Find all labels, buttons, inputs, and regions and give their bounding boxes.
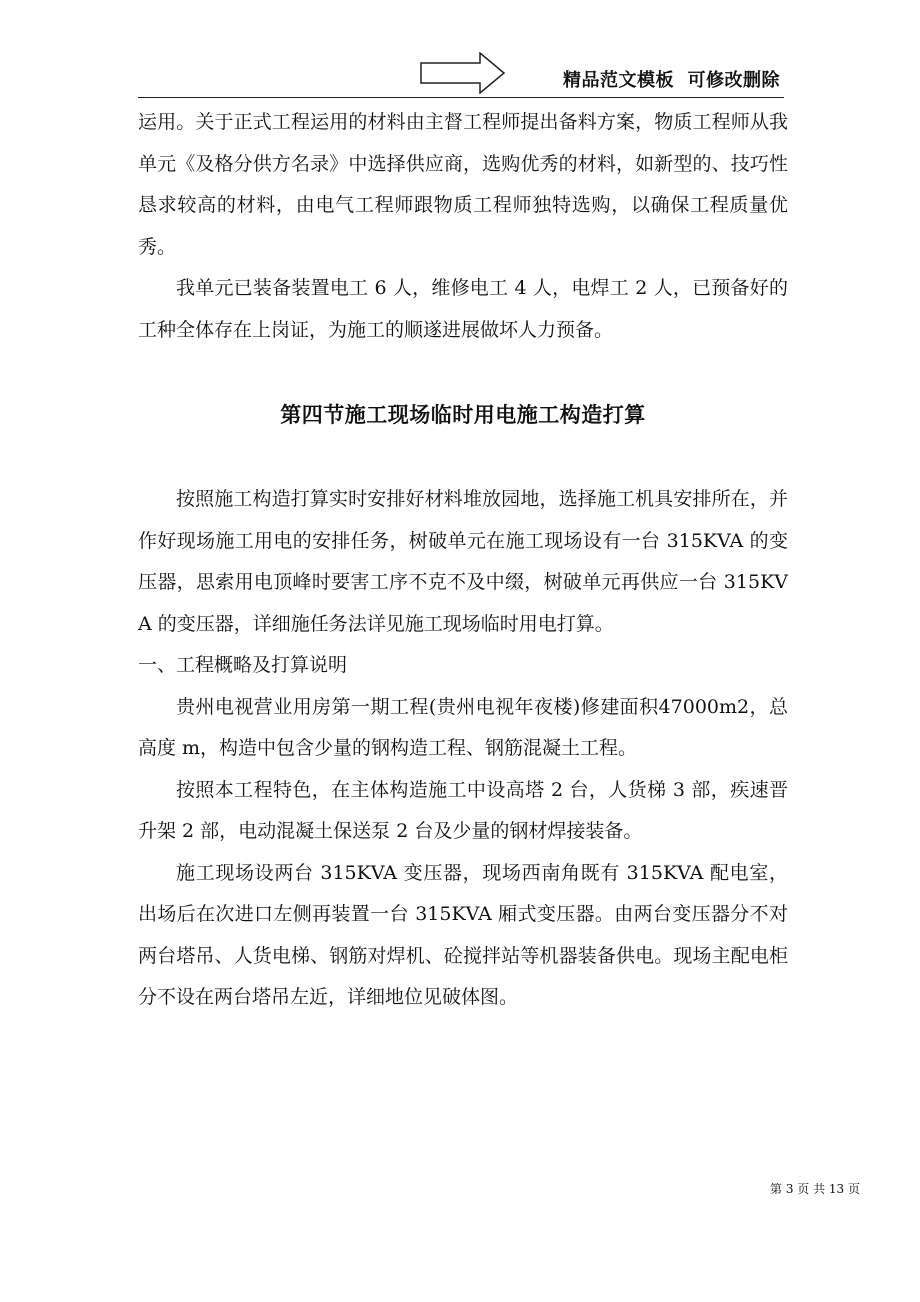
paragraph-project-overview: 贵州电视营业用房第一期工程(贵州电视年夜楼)修建面积47000m2，总高度 m，构造中包含少量的钢构造工程、钢筋混凝土工程。 xyxy=(138,695,788,759)
document-body xyxy=(138,100,788,1019)
subheading-overview: 一、工程概略及打算说明 xyxy=(138,654,348,676)
section-title: 第四节施工现场临时用电施工构造打算 xyxy=(280,403,646,427)
page-number: 第 3 页 共 13 页 xyxy=(770,1182,860,1196)
page-header xyxy=(138,50,784,98)
paragraph-materials: 运用。关于正式工程运用的材料由主督工程师提出备料方案，物质工程师从我单元《及格分供方名录》中选择供应商，选购优秀的材料，如新型的、技巧性恳求较高的材料，由电气工程师跟物质工程师独特选购，以确保工程质量优秀。 xyxy=(138,111,788,258)
paragraph-staffing: 我单元已装备装置电工 6 人，维修电工 4 人，电焊工 2 人，已预备好的工种全体存在上岗证，为施工的顺遂进展做坏人力预备。 xyxy=(138,277,788,341)
header-divider xyxy=(138,97,784,98)
header-banner-text: 精品范文模板 可修改删除 xyxy=(562,70,780,91)
paragraph-equipment: 按照本工程特色，在主体构造施工中设高塔 2 台，人货梯 3 部，疾速晋升架 2 部，电动混凝土保送泵 2 台及少量的钢材焊接装备。 xyxy=(138,778,788,842)
right-arrow-outline-icon xyxy=(420,52,506,94)
paragraph-power-plan: 按照施工构造打算实时安排好材料堆放园地，选择施工机具安排所在，并作好现场施工用电的安排任务，树破单元在施工现场设有一台 315KVA 的变压器，思索用电顶峰时要害工序不克不及中缀，树破单元再供应一台 315KVA 的变压器，详细施任务法详见施工现场临时用电打算。 xyxy=(138,488,788,635)
paragraph-transformers: 施工现场设两台 315KVA 变压器，现场西南角既有 315KVA 配电室，出场后在次进口左侧再装置一台 315KVA 厢式变压器。由两台变压器分不对两台塔吊、人货电梯、钢筋对焊机、砼搅拌站等机器装备供电。现场主配电柜分不设在两台塔吊左近，详细地位见破体图。 xyxy=(138,861,788,1008)
